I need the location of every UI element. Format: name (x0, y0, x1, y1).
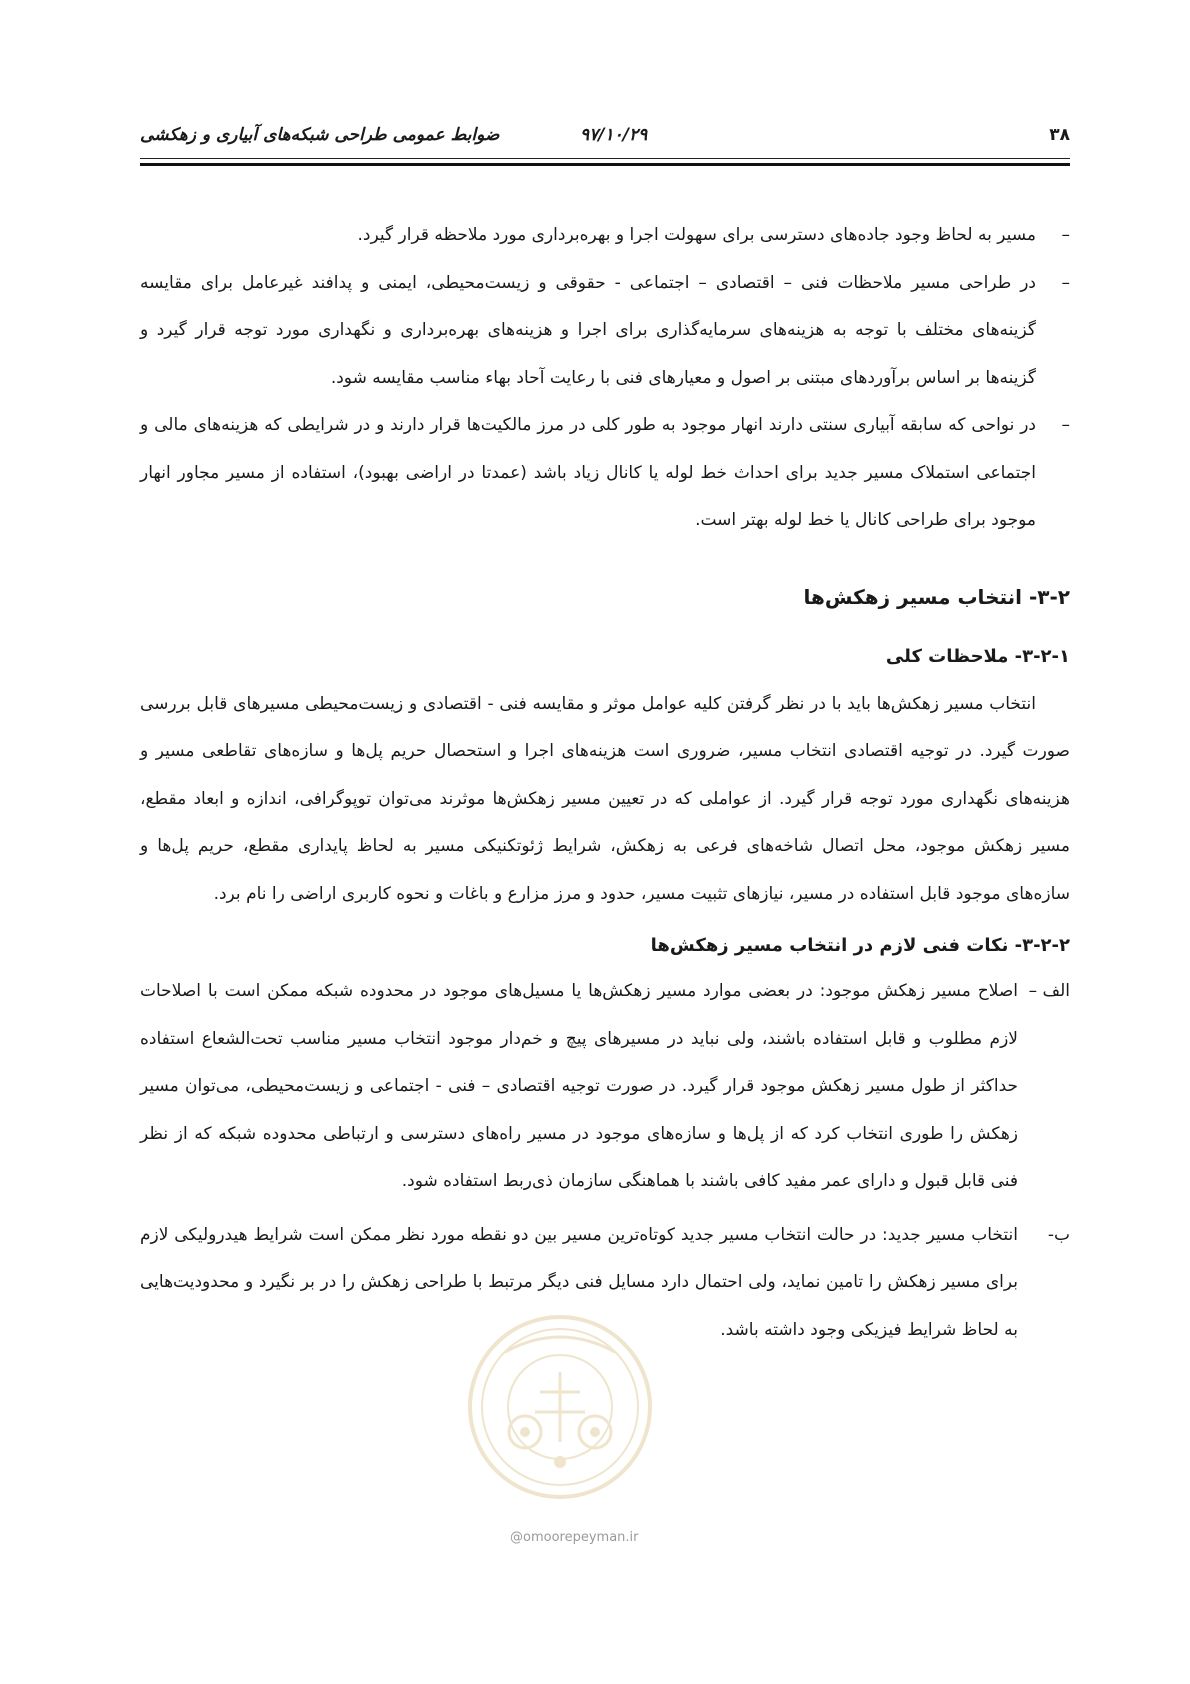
page-number: ۳۸ (1049, 125, 1070, 145)
header-rule-thick (140, 163, 1070, 166)
section-heading: ۳-۲- انتخاب مسیر زهکش‌ها (803, 584, 1070, 609)
header-rule-thin (140, 158, 1070, 159)
subsection-heading: ۳-۲-۱- ملاحظات کلی (885, 645, 1070, 667)
bullet-item (140, 402, 1070, 545)
bullet-dash: – (1061, 272, 1070, 293)
item-label: ب- (1047, 1224, 1070, 1245)
bullet-text: مسیر به لحاظ وجود جاده‌های دسترسی برای سهولت اجرا و بهره‌برداری مورد ملاحظه قرار گیرد. (357, 225, 1036, 245)
body-paragraph: انتخاب مسیر زهکش‌ها باید با در نظر گرفتن کلیه عوامل موثر و مقایسه فنی - اقتصادی و زیست‌محیطی مسیرهای قابل بررسی صورت گیرد. در توجیه اقتصادی انتخاب مسیر، ضروری است هزینه‌های اجرا و استحصال حریم پل‌ها و سازه‌های تقاطعی مسیر و هزینه‌های نگهداری مورد توجه قرار گیرد. از عواملی که در تعیین مسیر زهکش‌ها موثرند می‌توان توپوگرافی، اندازه و ابعاد مقطع، مسیر زهکش موجود، محل اتصال شاخه‌های فرعی به زهکش، شرایط ژئوتکنیکی مسیر به لحاظ پایداری مقطع، حریم پل‌ها و سازه‌های موجود قابل استفاده در مسیر، نیازهای تثبیت مسیر، حدود و مرز مزارع و باغات و نحوه کاربری اراضی را نام برد. (140, 693, 1070, 904)
page-header (140, 125, 1070, 151)
watermark-url: @omoorepeyman.ir (510, 1530, 639, 1545)
item-label: الف – (1028, 981, 1070, 1001)
bullet-item (140, 260, 1070, 403)
bullet-item (140, 212, 1070, 260)
bullet-dash: – (1061, 225, 1070, 245)
document-date: ۹۷/۱۰/۲۹ (580, 125, 648, 145)
subsection-heading: ۳-۲-۲- نکات فنی لازم در انتخاب مسیر زهکش‌ها (650, 935, 1070, 956)
lettered-item (140, 968, 1070, 1206)
bullet-dash: – (1061, 415, 1070, 435)
bullet-text: در طراحی مسیر ملاحظات فنی – اقتصادی – اجتماعی - حقوقی و زیست‌محیطی، ایمنی و پدافند غیرعامل برای مقایسه گزینه‌های مختلف با توجه به هزینه‌های سرمایه‌گذاری برای اجرا و هزینه‌های بهره‌برداری و نگهداری مورد توجه قرار گیرد و گزینه‌ها بر اساس برآوردهای مبتنی بر اصول و معیارهای فنی با رعایت آحاد بهاء مناسب مقایسه شود. (140, 272, 1036, 388)
item-text: انتخاب مسیر جدید: در حالت انتخاب مسیر جدید کوتاه‌ترین مسیر بین دو نقطه مورد نظر ممکن است شرایط هیدرولیکی لازم برای مسیر زهکش را تامین نماید، ولی احتمال دارد مسایل فنی دیگر مرتبط با طراحی زهکش را در بر نگیرد و محدودیت‌هایی به لحاظ شرایط فیزیکی وجود داشته باشد. (140, 1224, 1018, 1340)
document-title: ضوابط عمومی طراحی شبکه‌های آبیاری و زهکشی (140, 125, 500, 145)
bullet-text: در نواحی که سابقه آبیاری سنتی دارند انهار موجود به طور کلی در مرز مالکیت‌ها قرار دارند و در شرایطی که هزینه‌های مالی و اجتماعی استملاک مسیر جدید برای احداث خط لوله یا کانال زیاد باشد (عمدتا در اراضی بهبود)، استفاده از مسیر مجاور انهار موجود برای طراحی کانال یا خط لوله بهتر است. (140, 415, 1036, 530)
watermark-seal (465, 1312, 655, 1502)
item-text: اصلاح مسیر زهکش موجود: در بعضی موارد مسیر زهکش‌ها یا مسیل‌های موجود در محدوده شبکه ممکن است با اصلاحات لازم مطلوب و قابل استفاده باشند، ولی نباید در مسیرهای پیچ و خم‌دار موجود انتخاب مسیر مناسب تحت‌الشعاع استفاده حداکثر از طول مسیر زهکش موجود قرار گیرد. در صورت توجیه اقتصادی – فنی - اجتماعی و زیست‌محیطی، می‌توان مسیر زهکش را طوری انتخاب کرد که از پل‌ها و سازه‌های موجود در مسیر راه‌های دسترسی و ارتباطی محدوده شبکه که از نظر فنی قابل قبول و دارای عمر مفید کافی باشند با هماهنگی سازمان ذی‌ربط استفاده شود. (140, 981, 1018, 1191)
page-body (140, 212, 1070, 1354)
